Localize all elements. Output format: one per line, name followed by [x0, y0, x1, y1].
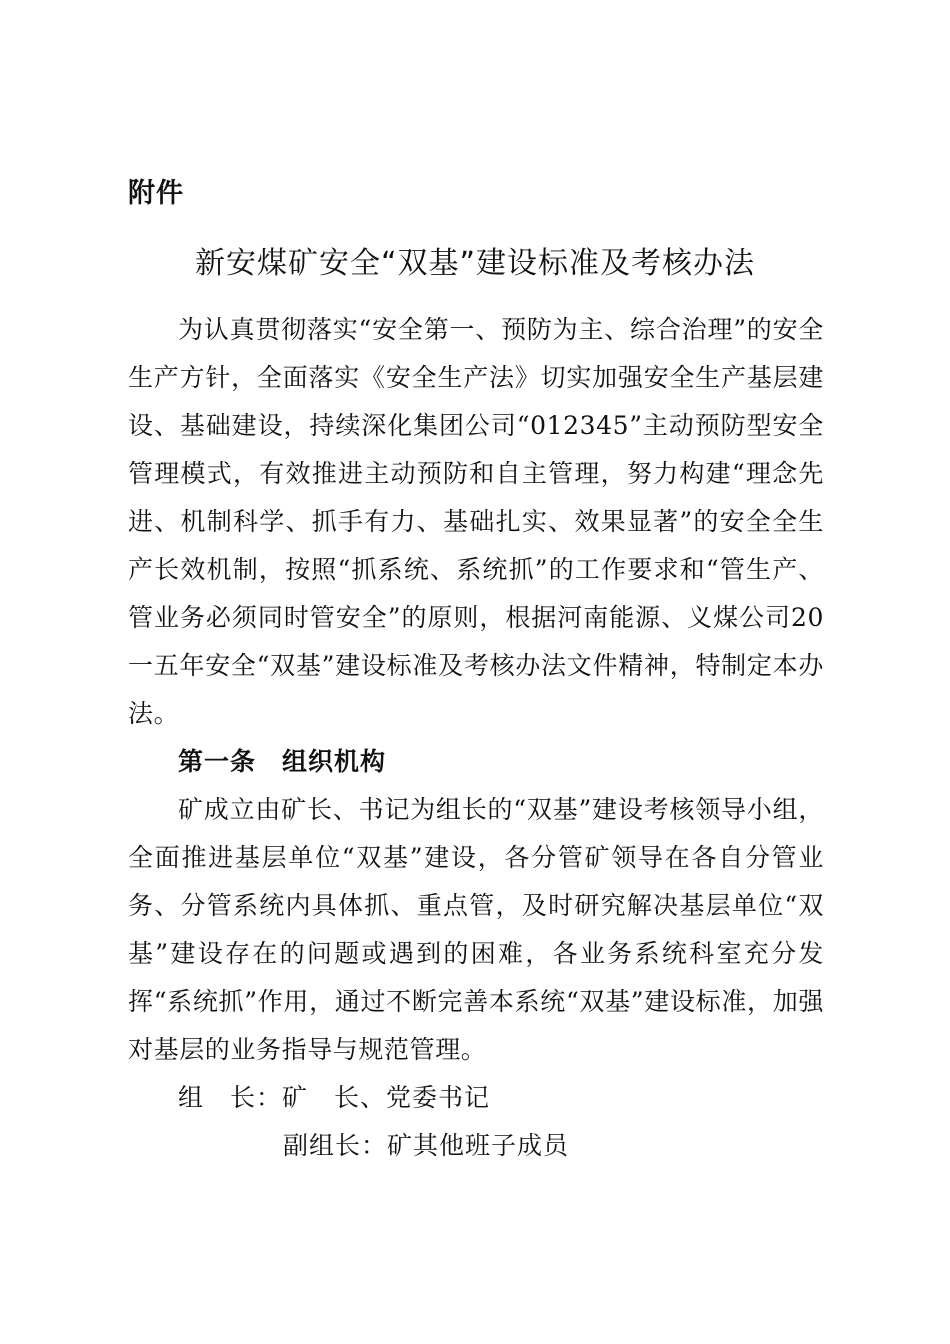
- article-1-paragraph: 矿成立由矿长、书记为组长的“双基”建设考核领导小组，全面推进基层单位“双基”建设，各分管矿领导在各自分管业务、分管系统内具体抓、重点管，及时研究解决基层单位“双基”建设存在的问题或遇到的困难，各业务系统科室充分发挥“系统抓”作用，通过不断完善本系统“双基”建设标准，加强对基层的业务指导与规范管理。: [128, 795, 824, 1064]
- document-body: [128, 306, 824, 1170]
- group-leader-line: 组 长：矿 长、党委书记: [178, 1083, 491, 1112]
- intro-paragraph: 为认真贯彻落实“安全第一、预防为主、综合治理”的安全生产方针，全面落实《安全生产法》切实加强安全生产基层建设、基础建设，持续深化集团公司“012345”主动预防型安全管理模式，有效推进主动预防和自主管理，努力构建“理念先进、机制科学、抓手有力、基础扎实、效果显著”的安全全生产长效机制，按照“抓系统、系统抓”的工作要求和“管生产、管业务必须同时管安全”的原则，根据河南能源、义煤公司20一五年安全“双基”建设标准及考核办法文件精神，特制定本办法。: [128, 315, 824, 728]
- document-title: 新安煤矿安全“双基”建设标准及考核办法: [194, 246, 756, 281]
- deputy-leader-line: 副组长：矿其他班子成员: [283, 1131, 570, 1160]
- attachment-label: 附件: [128, 178, 184, 209]
- article-1-heading: 第一条 组织机构: [178, 747, 387, 776]
